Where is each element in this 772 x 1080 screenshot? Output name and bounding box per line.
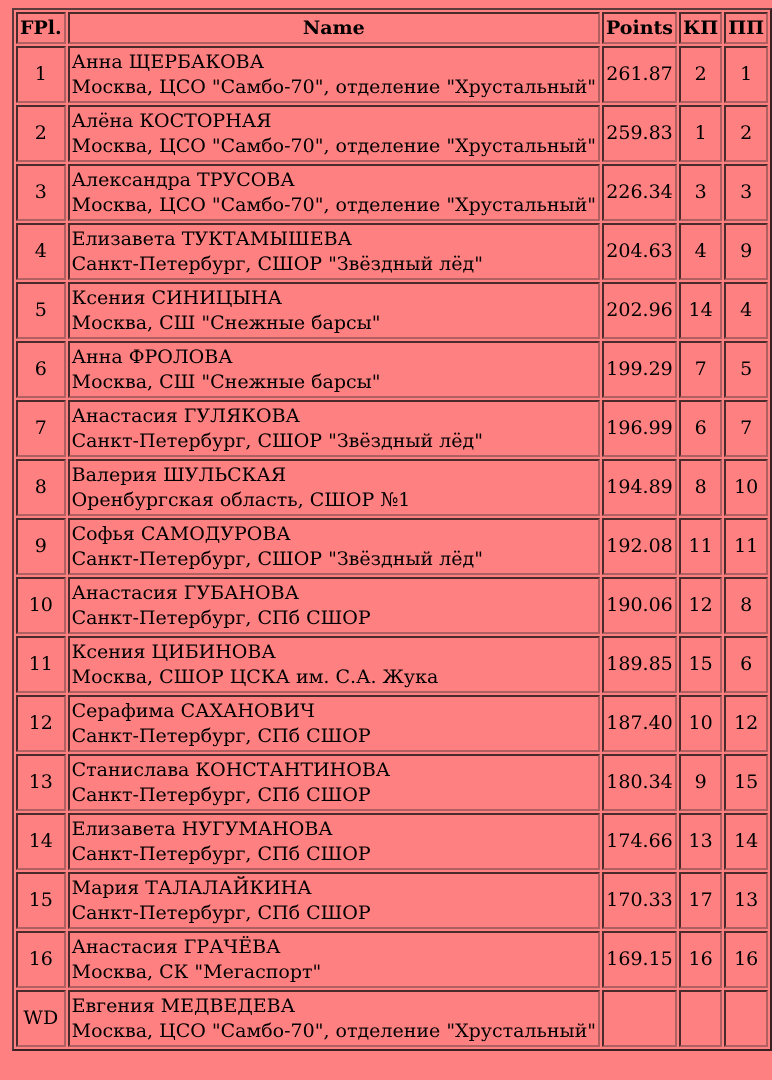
kp-cell: 2 xyxy=(679,46,722,103)
pp-cell: 5 xyxy=(724,341,768,398)
kp-cell: 17 xyxy=(679,872,722,929)
pp-cell: 12 xyxy=(724,695,768,752)
kp-cell: 12 xyxy=(679,577,722,634)
header-pp: ПП xyxy=(724,12,768,44)
place-cell: 4 xyxy=(16,223,66,280)
table-row xyxy=(16,695,768,752)
pp-cell: 4 xyxy=(724,282,768,339)
header-place: FPl. xyxy=(16,12,66,44)
kp-cell: 15 xyxy=(679,636,722,693)
points-cell: 259.83 xyxy=(602,105,677,162)
skater-club: Санкт-Петербург, СПб СШОР xyxy=(71,606,371,629)
skater-club: Москва, ЦСО "Самбо-70", отделение "Хрустальный" xyxy=(71,1019,597,1042)
kp-cell: 11 xyxy=(679,518,722,575)
place-cell: 2 xyxy=(16,105,66,162)
pp-cell: 16 xyxy=(724,931,768,988)
skater-name: Станислава КОНСТАНТИНОВА xyxy=(71,758,391,781)
kp-cell: 10 xyxy=(679,695,722,752)
kp-cell: 6 xyxy=(679,400,722,457)
skater-cell xyxy=(68,105,600,162)
place-cell: 9 xyxy=(16,518,66,575)
skater-name: Софья САМОДУРОВА xyxy=(71,522,291,545)
table-row xyxy=(16,400,768,457)
skater-cell xyxy=(68,164,600,221)
kp-cell: 9 xyxy=(679,754,722,811)
skater-club: Москва, ЦСО "Самбо-70", отделение "Хрустальный" xyxy=(71,193,597,216)
points-cell: 169.15 xyxy=(602,931,677,988)
pp-cell: 8 xyxy=(724,577,768,634)
skater-cell xyxy=(68,459,600,516)
pp-cell: 3 xyxy=(724,164,768,221)
skater-cell xyxy=(68,754,600,811)
points-cell xyxy=(602,990,677,1047)
results-body xyxy=(16,46,768,1047)
skater-club: Москва, СШ "Снежные барсы" xyxy=(71,311,381,334)
skater-cell xyxy=(68,400,600,457)
skater-cell xyxy=(68,577,600,634)
kp-cell: 7 xyxy=(679,341,722,398)
place-cell: 15 xyxy=(16,872,66,929)
points-cell: 261.87 xyxy=(602,46,677,103)
skater-cell xyxy=(68,518,600,575)
table-row xyxy=(16,341,768,398)
place-cell: 10 xyxy=(16,577,66,634)
skater-name: Анастасия ГРАЧЁВА xyxy=(71,935,281,958)
kp-cell: 8 xyxy=(679,459,722,516)
skater-cell xyxy=(68,223,600,280)
table-row xyxy=(16,577,768,634)
pp-cell: 9 xyxy=(724,223,768,280)
points-cell: 226.34 xyxy=(602,164,677,221)
points-cell: 170.33 xyxy=(602,872,677,929)
place-cell: 12 xyxy=(16,695,66,752)
kp-cell: 16 xyxy=(679,931,722,988)
skater-name: Ксения СИНИЦЫНА xyxy=(71,286,283,309)
kp-cell: 3 xyxy=(679,164,722,221)
pp-cell: 10 xyxy=(724,459,768,516)
skater-name: Валерия ШУЛЬСКАЯ xyxy=(71,463,287,486)
pp-cell xyxy=(724,990,768,1047)
skater-cell xyxy=(68,931,600,988)
results-table xyxy=(12,8,772,1051)
skater-cell xyxy=(68,990,600,1047)
place-cell: 3 xyxy=(16,164,66,221)
place-cell: 5 xyxy=(16,282,66,339)
skater-cell xyxy=(68,636,600,693)
place-cell: 16 xyxy=(16,931,66,988)
skater-club: Санкт-Петербург, СШОР "Звёздный лёд" xyxy=(71,429,483,452)
skater-name: Елизавета НУГУМАНОВА xyxy=(71,817,333,840)
table-row xyxy=(16,105,768,162)
points-cell: 194.89 xyxy=(602,459,677,516)
table-row xyxy=(16,813,768,870)
table-row xyxy=(16,872,768,929)
place-cell: 11 xyxy=(16,636,66,693)
pp-cell: 2 xyxy=(724,105,768,162)
pp-cell: 15 xyxy=(724,754,768,811)
table-row xyxy=(16,754,768,811)
place-cell: 1 xyxy=(16,46,66,103)
points-cell: 187.40 xyxy=(602,695,677,752)
place-cell: 7 xyxy=(16,400,66,457)
points-cell: 180.34 xyxy=(602,754,677,811)
header-row xyxy=(16,12,768,44)
table-row xyxy=(16,990,768,1047)
skater-club: Москва, СШ "Снежные барсы" xyxy=(71,370,381,393)
pp-cell: 7 xyxy=(724,400,768,457)
skater-name: Мария ТАЛАЛАЙКИНА xyxy=(71,876,312,899)
skater-club: Санкт-Петербург, СПб СШОР xyxy=(71,724,371,747)
points-cell: 196.99 xyxy=(602,400,677,457)
pp-cell: 6 xyxy=(724,636,768,693)
place-cell: 8 xyxy=(16,459,66,516)
place-cell: 6 xyxy=(16,341,66,398)
skater-name: Анна ФРОЛОВА xyxy=(71,345,233,368)
skater-cell xyxy=(68,282,600,339)
skater-club: Москва, СШОР ЦСКА им. С.А. Жука xyxy=(71,665,439,688)
skater-cell xyxy=(68,46,600,103)
place-cell: 13 xyxy=(16,754,66,811)
place-cell: WD xyxy=(16,990,66,1047)
skater-club: Санкт-Петербург, СПб СШОР xyxy=(71,901,371,924)
kp-cell xyxy=(679,990,722,1047)
skater-club: Санкт-Петербург, СПб СШОР xyxy=(71,783,371,806)
skater-name: Алёна КОСТОРНАЯ xyxy=(71,109,272,132)
skater-club: Оренбургская область, СШОР №1 xyxy=(71,488,411,511)
skater-club: Москва, СК "Мегаспорт" xyxy=(71,960,322,983)
place-cell: 14 xyxy=(16,813,66,870)
kp-cell: 1 xyxy=(679,105,722,162)
skater-name: Анастасия ГУЛЯКОВА xyxy=(71,404,300,427)
skater-name: Евгения МЕДВЕДЕВА xyxy=(71,994,295,1017)
skater-name: Александра ТРУСОВА xyxy=(71,168,295,191)
skater-club: Москва, ЦСО "Самбо-70", отделение "Хрустальный" xyxy=(71,134,597,157)
header-kp: КП xyxy=(679,12,722,44)
points-cell: 199.29 xyxy=(602,341,677,398)
table-row xyxy=(16,223,768,280)
points-cell: 204.63 xyxy=(602,223,677,280)
pp-cell: 14 xyxy=(724,813,768,870)
table-row xyxy=(16,282,768,339)
pp-cell: 13 xyxy=(724,872,768,929)
header-name: Name xyxy=(68,12,600,44)
skater-cell xyxy=(68,813,600,870)
skater-name: Ксения ЦИБИНОВА xyxy=(71,640,276,663)
points-cell: 202.96 xyxy=(602,282,677,339)
skater-club: Москва, ЦСО "Самбо-70", отделение "Хрустальный" xyxy=(71,75,597,98)
table-row xyxy=(16,164,768,221)
skater-name: Анастасия ГУБАНОВА xyxy=(71,581,299,604)
table-row xyxy=(16,459,768,516)
table-row xyxy=(16,931,768,988)
skater-club: Санкт-Петербург, СПб СШОР xyxy=(71,842,371,865)
kp-cell: 4 xyxy=(679,223,722,280)
kp-cell: 13 xyxy=(679,813,722,870)
header-points: Points xyxy=(602,12,677,44)
skater-cell xyxy=(68,695,600,752)
points-cell: 192.08 xyxy=(602,518,677,575)
skater-name: Елизавета ТУКТАМЫШЕВА xyxy=(71,227,352,250)
table-row xyxy=(16,636,768,693)
table-row xyxy=(16,518,768,575)
skater-club: Санкт-Петербург, СШОР "Звёздный лёд" xyxy=(71,547,483,570)
points-cell: 189.85 xyxy=(602,636,677,693)
skater-name: Серафима САХАНОВИЧ xyxy=(71,699,315,722)
points-cell: 190.06 xyxy=(602,577,677,634)
skater-cell xyxy=(68,872,600,929)
kp-cell: 14 xyxy=(679,282,722,339)
skater-club: Санкт-Петербург, СШОР "Звёздный лёд" xyxy=(71,252,483,275)
points-cell: 174.66 xyxy=(602,813,677,870)
skater-cell xyxy=(68,341,600,398)
pp-cell: 11 xyxy=(724,518,768,575)
skater-name: Анна ЩЕРБАКОВА xyxy=(71,50,265,73)
table-row xyxy=(16,46,768,103)
pp-cell: 1 xyxy=(724,46,768,103)
